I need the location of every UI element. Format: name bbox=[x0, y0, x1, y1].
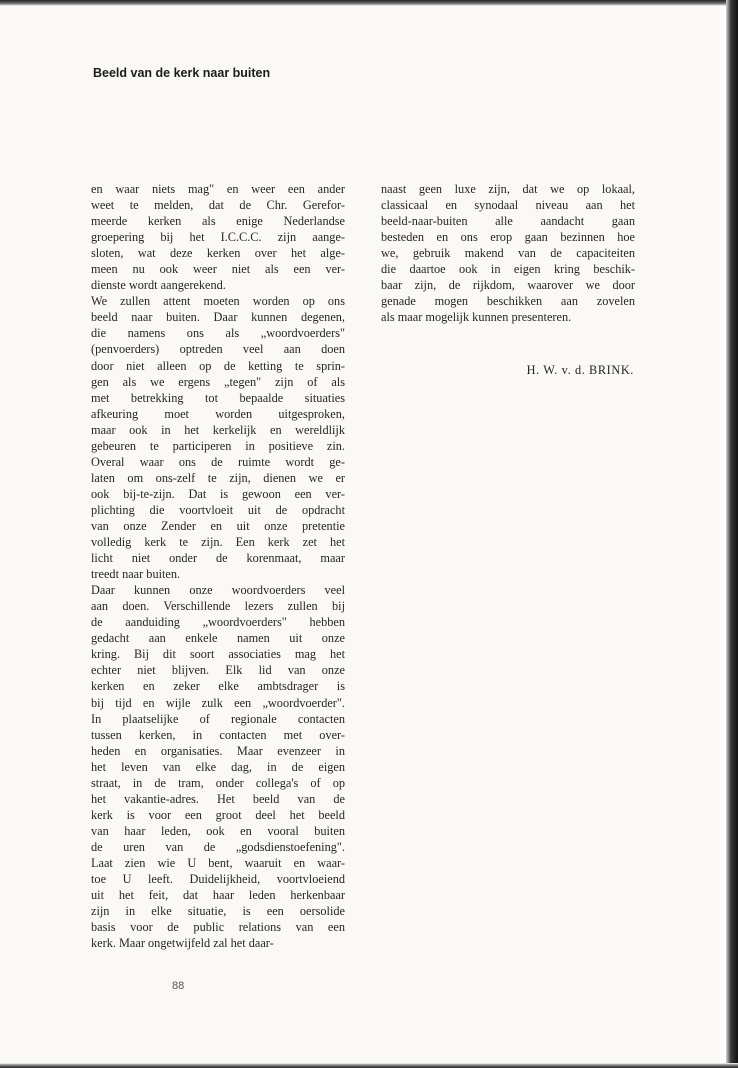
text-line: door niet alleen op de ketting te sprin- bbox=[91, 358, 345, 373]
text-line: uit het feit, dat haar leden herkenbaar bbox=[91, 888, 345, 903]
right-text-column bbox=[381, 181, 635, 325]
text-line: en waar niets mag" en weer een ander bbox=[91, 182, 345, 196]
page-number: 88 bbox=[172, 980, 185, 992]
text-line: besteden en ons erop gaan bezinnen hoe bbox=[381, 230, 635, 245]
text-line: ook bij-te-zijn. Dat is gewoon een ver- bbox=[91, 486, 345, 501]
text-line: treedt naar buiten. bbox=[91, 567, 181, 582]
text-line: volledig kerk te zijn. Een kerk zet het bbox=[91, 535, 345, 550]
text-line: de aanduiding „woordvoerders" hebben bbox=[91, 615, 345, 630]
text-line: aan doen. Verschillende lezers zullen bij bbox=[91, 599, 345, 614]
scan-border-bottom bbox=[0, 1063, 738, 1068]
text-line: Overal waar ons de ruimte wordt ge- bbox=[91, 454, 345, 469]
text-line: straat, in de tram, onder collega's of op bbox=[91, 775, 345, 790]
text-line: licht niet onder de korenmaat, maar bbox=[91, 551, 345, 566]
text-line: kerk is voor een groot deel het beeld bbox=[91, 807, 345, 822]
text-line: van haar leden, ook en vooral buiten bbox=[91, 823, 345, 838]
text-line: gen als we ergens „tegen" zijn of als bbox=[91, 374, 345, 389]
text-line: het leven van elke dag, in de eigen bbox=[91, 759, 345, 774]
author-signature: H. W. v. d. BRINK. bbox=[526, 363, 634, 377]
text-line: die namens ons als „woordvoerders" bbox=[91, 326, 345, 341]
text-line: weet te melden, dat de Chr. Gerefor- bbox=[91, 198, 345, 213]
text-line: naast geen luxe zijn, dat we op lokaal, bbox=[381, 182, 635, 196]
text-line: sloten, wat deze kerken over het alge- bbox=[91, 246, 345, 261]
text-line: basis voor de public relations van een bbox=[91, 920, 345, 935]
left-text-column bbox=[91, 181, 345, 951]
document-page bbox=[0, 6, 720, 1063]
text-line: laten om ons-zelf te zijn, dienen we er bbox=[91, 470, 345, 485]
text-line: meerde kerken als enige Nederlandse bbox=[91, 214, 345, 229]
text-line: Laat zien wie U bent, waaruit en waar- bbox=[91, 855, 345, 870]
text-line: kerken en zeker elke ambtsdrager is bbox=[91, 679, 345, 694]
text-line: Daar kunnen onze woordvoerders veel bbox=[91, 583, 345, 598]
text-line: echter niet blijven. Elk lid van onze bbox=[91, 663, 345, 678]
text-line: groepering bij het I.C.C.C. zijn aange- bbox=[91, 230, 345, 245]
text-line: de uren van de „godsdienstoefening". bbox=[91, 839, 345, 854]
text-line: (penvoerders) optreden veel aan doen bbox=[91, 342, 345, 357]
text-line: tussen kerken, in contacten met over- bbox=[91, 727, 345, 742]
text-line: het vakantie-adres. Het beeld van de bbox=[91, 791, 345, 806]
text-line: meen nu ook weer niet als een ver- bbox=[91, 262, 345, 277]
text-line: classicaal en synodaal niveau aan het bbox=[381, 198, 635, 213]
text-line: heden en organisaties. Maar evenzeer in bbox=[91, 743, 345, 758]
text-line: die daartoe ook in eigen kring beschik- bbox=[381, 262, 635, 277]
text-line: gebeuren te participeren in positieve zin. bbox=[91, 438, 345, 453]
text-line: plichting die voortvloeit uit de opdracht bbox=[91, 502, 345, 517]
text-line: beeld naar buiten. Daar kunnen degenen, bbox=[91, 310, 345, 325]
text-line: beeld-naar-buiten alle aandacht gaan bbox=[381, 214, 635, 229]
text-line: dienste wordt aangerekend. bbox=[91, 278, 226, 293]
running-head: Beeld van de kerk naar buiten bbox=[93, 66, 271, 80]
scan-border-right bbox=[726, 0, 738, 1068]
text-line: We zullen attent moeten worden op ons bbox=[91, 294, 345, 309]
text-line: we, gebruik makend van de capaciteiten bbox=[381, 246, 635, 261]
text-line: baar zijn, de rijkdom, waarover we door bbox=[381, 278, 635, 293]
text-line: gedacht aan enkele namen uit onze bbox=[91, 631, 345, 646]
text-line: met betrekking tot bepaalde situaties bbox=[91, 390, 345, 405]
text-line: genade mogen beschikken aan zovelen bbox=[381, 294, 635, 309]
text-line: van onze Zender en uit onze pretentie bbox=[91, 518, 345, 533]
text-line: als maar mogelijk kunnen presenteren. bbox=[381, 310, 572, 325]
text-line: zijn in elke situatie, is een oersolide bbox=[91, 904, 345, 919]
text-line: toe U leeft. Duidelijkheid, voortvloeiend bbox=[91, 872, 345, 887]
text-line: In plaatselijke of regionale contacten bbox=[91, 711, 345, 726]
text-line: afkeuring moet worden uitgesproken, bbox=[91, 406, 345, 421]
text-line: kerk. Maar ongetwijfeld zal het daar- bbox=[91, 936, 274, 951]
text-line: maar ook in het kerkelijk en wereldlijk bbox=[91, 422, 345, 437]
text-line: bij tijd en wijle zulk een „woordvoerder". bbox=[91, 695, 345, 710]
text-line: kring. Bij dit soort associaties mag het bbox=[91, 647, 345, 662]
